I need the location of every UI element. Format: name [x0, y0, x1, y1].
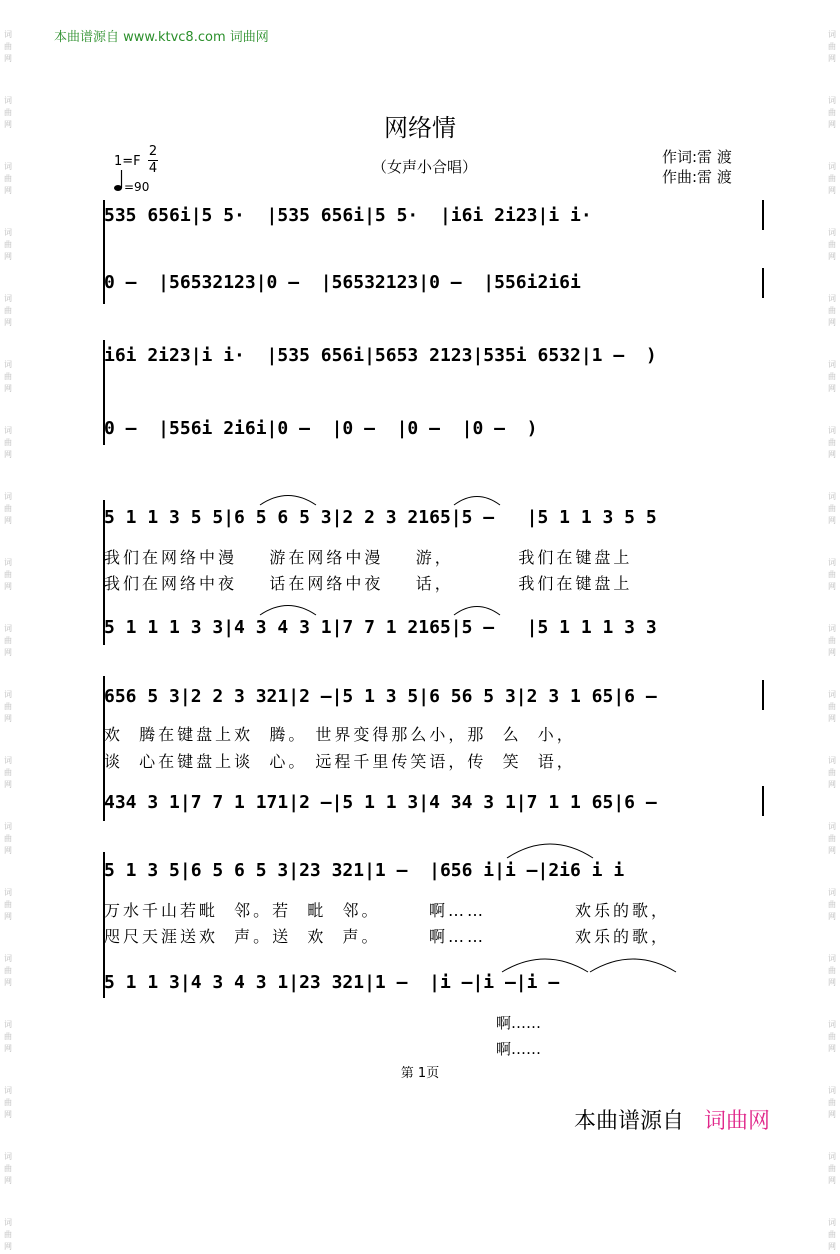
watermark-glyph: 曲: [828, 372, 836, 381]
watermark-glyph: 词: [4, 30, 12, 39]
slur-mark: [258, 492, 318, 506]
slur-mark: [452, 602, 502, 616]
watermark-glyph: 词: [4, 360, 12, 369]
watermark-glyph-group: [828, 624, 836, 660]
watermark-glyph-group: [4, 756, 12, 792]
watermark-glyph: 词: [828, 1020, 836, 1029]
watermark-glyph: 曲: [828, 1230, 836, 1239]
watermark-glyph: 曲: [4, 768, 12, 777]
lower-part-line: 5 1 1 3|4 3 4 3 1|23 321|1 – |i –|i –|i –: [104, 972, 560, 993]
lyrics-verse-2: 谈 心在键盘上谈 心。 远程千里传笑语，传 笑 语，: [104, 752, 576, 771]
watermark-glyph: 曲: [828, 1098, 836, 1107]
watermark-glyph: 词: [4, 162, 12, 171]
end-barline: [762, 786, 764, 816]
watermark-glyph: 曲: [828, 504, 836, 513]
watermark-glyph: 网: [4, 516, 12, 525]
watermark-glyph: 网: [828, 186, 836, 195]
lower-lyric-ah-2: 啊……: [496, 1040, 542, 1058]
watermark-glyph: 词: [4, 426, 12, 435]
watermark-glyph-group: [4, 228, 12, 264]
watermark-glyph: 词: [4, 822, 12, 831]
lower-lyric-ah-1: 啊……: [496, 1014, 542, 1032]
watermark-glyph: 曲: [828, 570, 836, 579]
watermark-glyph: 网: [4, 1176, 12, 1185]
watermark-glyph: 词: [4, 756, 12, 765]
watermark-glyph: 网: [4, 120, 12, 129]
watermark-glyph-group: [828, 30, 836, 66]
watermark-glyph: 网: [828, 318, 836, 327]
watermark-glyph: 网: [4, 648, 12, 657]
song-subtitle: （女声小合唱）: [372, 158, 478, 176]
watermark-glyph: 词: [4, 558, 12, 567]
time-bottom: 4: [148, 161, 158, 176]
watermark-glyph: 曲: [4, 636, 12, 645]
watermark-glyph: 网: [828, 1176, 836, 1185]
watermark-glyph-group: [828, 228, 836, 264]
lyrics-verse-1: 欢 腾在键盘上欢 腾。 世界变得那么小，那 么 小，: [104, 725, 576, 744]
watermark-glyph: 词: [828, 1152, 836, 1161]
watermark-glyph-group: [828, 1218, 836, 1254]
watermark-glyph: 网: [828, 846, 836, 855]
watermark-glyph: 曲: [4, 1098, 12, 1107]
watermark-glyph: 曲: [828, 240, 836, 249]
watermark-glyph-group: [4, 30, 12, 66]
watermark-glyph-group: [828, 690, 836, 726]
watermark-glyph-group: [828, 954, 836, 990]
upper-part-line: i6i 2i23|i i· |535 656i|5653 2123|535i 6532|1 – ): [104, 345, 657, 366]
upper-part-line: 5 1 1 3 5 5|6 5 6 5 3|2 2 3 2165|5 – |5 1 1 3 5 5: [104, 507, 657, 528]
watermark-glyph-group: [4, 360, 12, 396]
watermark-glyph-group: [4, 822, 12, 858]
watermark-glyph: 曲: [828, 42, 836, 51]
lyrics-verse-2: 咫尺天涯送欢 声。送 欢 声。 啊…… 欢乐的歌，: [104, 927, 670, 946]
tempo-marking: =90: [124, 180, 150, 194]
watermark-glyph-group: [4, 1152, 12, 1188]
watermark-glyph: 网: [4, 846, 12, 855]
watermark-glyph: 网: [828, 780, 836, 789]
watermark-glyph-group: [4, 690, 12, 726]
footer-site-link[interactable]: 词曲网: [704, 1109, 771, 1134]
watermark-glyph: 网: [828, 450, 836, 459]
watermark-glyph-group: [4, 162, 12, 198]
watermark-glyph-group: [828, 162, 836, 198]
lower-part-line: 0 – |556i 2i6i|0 – |0 – |0 – |0 – ): [104, 418, 538, 439]
watermark-glyph: 曲: [828, 702, 836, 711]
right-watermark-strip: [826, 0, 838, 1251]
watermark-glyph: 词: [4, 1086, 12, 1095]
watermark-glyph: 网: [4, 714, 12, 723]
watermark-glyph: 网: [4, 450, 12, 459]
watermark-glyph-group: [828, 822, 836, 858]
watermark-glyph: 网: [828, 912, 836, 921]
watermark-glyph: 曲: [4, 372, 12, 381]
watermark-glyph: 曲: [828, 768, 836, 777]
watermark-glyph-group: [4, 294, 12, 330]
watermark-glyph: 网: [828, 252, 836, 261]
watermark-glyph-group: [828, 492, 836, 528]
watermark-glyph: 词: [828, 1218, 836, 1227]
lyrics-verse-1: 我们在网络中漫 游在网络中漫 游， 我们在键盘上: [104, 548, 633, 567]
watermark-glyph: 网: [828, 384, 836, 393]
watermark-glyph: 网: [4, 912, 12, 921]
watermark-glyph: 词: [828, 756, 836, 765]
watermark-glyph: 曲: [4, 240, 12, 249]
song-title: 网络情: [384, 114, 456, 142]
watermark-glyph: 词: [828, 492, 836, 501]
watermark-glyph: 曲: [828, 636, 836, 645]
watermark-glyph: 网: [828, 648, 836, 657]
watermark-glyph: 词: [828, 954, 836, 963]
watermark-glyph: 曲: [828, 1032, 836, 1041]
end-barline: [762, 268, 764, 298]
composer-credit: 作曲:雷 渡: [662, 168, 732, 186]
lower-part-line: 434 3 1|7 7 1 171|2 –|5 1 1 3|4 34 3 1|7 1 1 65|6 –: [104, 792, 657, 813]
watermark-glyph-group: [828, 360, 836, 396]
watermark-glyph: 网: [828, 1110, 836, 1119]
watermark-glyph: 词: [4, 294, 12, 303]
watermark-glyph: 曲: [4, 504, 12, 513]
watermark-glyph: 词: [4, 1152, 12, 1161]
watermark-glyph: 曲: [4, 702, 12, 711]
watermark-glyph: 网: [828, 54, 836, 63]
time-top: 2: [148, 144, 158, 159]
page-number: 第 1页: [400, 1066, 440, 1081]
upper-part-line: 535 656i|5 5· |535 656i|5 5· |i6i 2i23|i i·: [104, 205, 592, 226]
watermark-glyph: 词: [828, 558, 836, 567]
watermark-glyph: 词: [4, 690, 12, 699]
watermark-glyph: 曲: [4, 1230, 12, 1239]
watermark-glyph: 曲: [4, 306, 12, 315]
watermark-glyph-group: [828, 1020, 836, 1056]
watermark-glyph: 网: [4, 582, 12, 591]
watermark-glyph: 曲: [4, 900, 12, 909]
watermark-glyph: 词: [4, 1020, 12, 1029]
watermark-glyph: 网: [4, 54, 12, 63]
watermark-glyph-group: [4, 1218, 12, 1254]
watermark-glyph: 词: [828, 426, 836, 435]
watermark-glyph: 词: [828, 690, 836, 699]
watermark-glyph: 词: [828, 228, 836, 237]
watermark-glyph: 网: [828, 516, 836, 525]
watermark-glyph: 网: [828, 582, 836, 591]
watermark-glyph-group: [828, 1086, 836, 1122]
watermark-glyph: 曲: [4, 1164, 12, 1173]
key-signature: 1=F: [114, 154, 141, 169]
watermark-glyph: 网: [4, 186, 12, 195]
left-watermark-strip: [2, 0, 14, 1251]
watermark-glyph: 曲: [828, 900, 836, 909]
watermark-glyph: 曲: [828, 306, 836, 315]
watermark-glyph: 词: [4, 954, 12, 963]
watermark-glyph: 网: [4, 384, 12, 393]
lower-part-line: 5 1 1 1 3 3|4 3 4 3 1|7 7 1 2165|5 – |5 1 1 1 3 3: [104, 617, 657, 638]
watermark-glyph: 词: [828, 162, 836, 171]
end-barline: [762, 200, 764, 230]
watermark-glyph: 网: [4, 252, 12, 261]
watermark-glyph: 词: [828, 624, 836, 633]
watermark-glyph: 词: [828, 1086, 836, 1095]
watermark-glyph-group: [4, 954, 12, 990]
watermark-glyph: 词: [4, 228, 12, 237]
watermark-glyph: 网: [4, 1044, 12, 1053]
lyricist-credit: 作词:雷 渡: [662, 148, 732, 166]
watermark-glyph-group: [828, 1152, 836, 1188]
upper-part-line: 5 1 3 5|6 5 6 5 3|23 321|1 – |656 i|i –|2i6 i i: [104, 860, 625, 881]
quarter-note-icon: [114, 170, 124, 192]
watermark-glyph-group: [4, 1086, 12, 1122]
footer-credit: [574, 1104, 770, 1135]
watermark-glyph: 网: [828, 120, 836, 129]
watermark-glyph: 曲: [4, 834, 12, 843]
watermark-glyph: 曲: [4, 42, 12, 51]
watermark-glyph: 曲: [4, 108, 12, 117]
watermark-glyph: 曲: [828, 966, 836, 975]
watermark-glyph-group: [828, 426, 836, 462]
watermark-glyph: 网: [4, 1242, 12, 1251]
watermark-glyph: 词: [828, 888, 836, 897]
watermark-glyph: 网: [4, 978, 12, 987]
watermark-glyph: 词: [4, 96, 12, 105]
tie-mark: [588, 952, 678, 974]
source-header: 本曲谱源自 www.ktvc8.com 词曲网: [54, 30, 269, 45]
watermark-glyph: 词: [828, 96, 836, 105]
watermark-glyph-group: [828, 756, 836, 792]
watermark-glyph: 曲: [828, 174, 836, 183]
watermark-glyph: 曲: [4, 438, 12, 447]
watermark-glyph: 网: [828, 978, 836, 987]
watermark-glyph-group: [4, 1020, 12, 1056]
watermark-glyph: 词: [4, 888, 12, 897]
footer-prefix: 本曲谱源自: [574, 1109, 685, 1134]
slur-mark: [258, 602, 318, 616]
watermark-glyph: 网: [4, 780, 12, 789]
watermark-glyph: 曲: [828, 834, 836, 843]
lyrics-verse-2: 我们在网络中夜 话在网络中夜 话， 我们在键盘上: [104, 574, 633, 593]
watermark-glyph: 曲: [4, 1032, 12, 1041]
watermark-glyph-group: [4, 558, 12, 594]
watermark-glyph: 曲: [828, 438, 836, 447]
watermark-glyph-group: [4, 492, 12, 528]
watermark-glyph: 曲: [4, 174, 12, 183]
watermark-glyph: 曲: [4, 570, 12, 579]
watermark-glyph-group: [828, 888, 836, 924]
watermark-glyph-group: [4, 426, 12, 462]
watermark-glyph: 网: [4, 318, 12, 327]
watermark-glyph-group: [4, 888, 12, 924]
tie-mark: [500, 952, 590, 974]
slur-mark: [452, 492, 502, 506]
watermark-glyph: 曲: [4, 966, 12, 975]
upper-part-line: 656 5 3|2 2 3 321|2 –|5 1 3 5|6 56 5 3|2 3 1 65|6 –: [104, 686, 657, 707]
watermark-glyph: 曲: [828, 108, 836, 117]
watermark-glyph: 词: [828, 30, 836, 39]
watermark-glyph: 词: [4, 1218, 12, 1227]
end-barline: [762, 680, 764, 710]
watermark-glyph: 词: [828, 294, 836, 303]
watermark-glyph: 网: [4, 1110, 12, 1119]
watermark-glyph-group: [4, 624, 12, 660]
watermark-glyph: 词: [828, 360, 836, 369]
time-signature: [148, 144, 158, 177]
watermark-glyph: 网: [828, 1044, 836, 1053]
lyrics-verse-1: 万水千山若毗 邻。若 毗 邻。 啊…… 欢乐的歌，: [104, 901, 670, 920]
watermark-glyph: 词: [828, 822, 836, 831]
watermark-glyph: 网: [828, 714, 836, 723]
watermark-glyph-group: [828, 558, 836, 594]
lower-part-line: 0 – |56532123|0 – |56532123|0 – |556i2i6i: [104, 272, 581, 293]
watermark-glyph-group: [828, 294, 836, 330]
watermark-glyph: 词: [4, 492, 12, 501]
slur-mark: [505, 838, 595, 860]
watermark-glyph: 曲: [828, 1164, 836, 1173]
watermark-glyph: 网: [828, 1242, 836, 1251]
watermark-glyph: 词: [4, 624, 12, 633]
